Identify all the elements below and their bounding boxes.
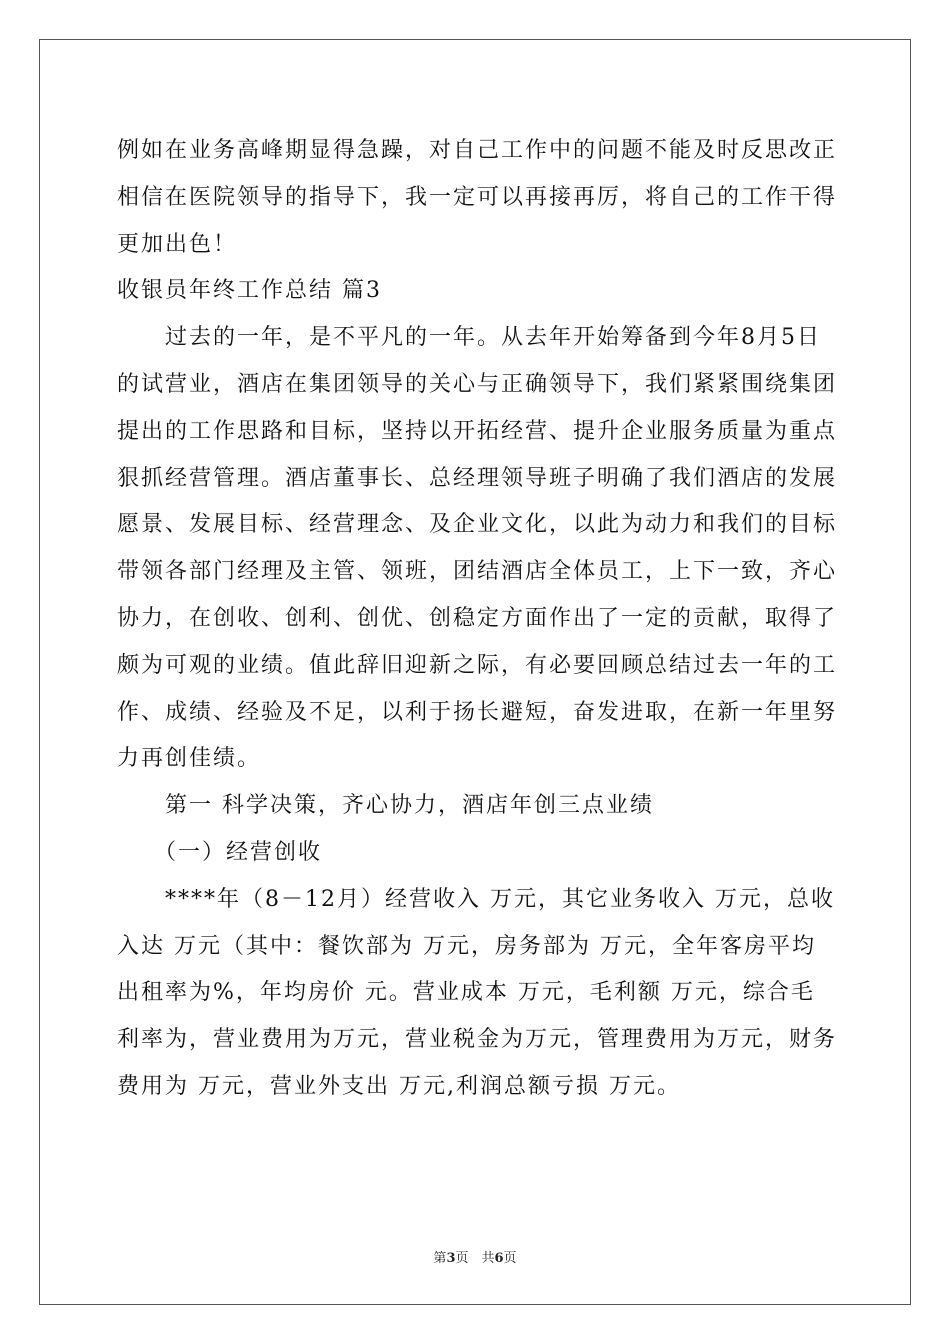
text-line: ****年（8－12月）经营收入 万元，其它业务收入 万元，总收 [117, 886, 835, 912]
current-page-number: 3 [446, 1251, 456, 1266]
text-line: 协力，在创收、创利、创优、创稳定方面作出了一定的贡献，取得了 [117, 605, 838, 631]
document-body [117, 128, 837, 1111]
text-line: 的试营业，酒店在集团领导的关心与正确领导下，我们紧紧围绕集团 [117, 371, 838, 397]
footer-prefix: 第 [433, 1251, 447, 1266]
text-line: 利率为，营业费用为万元，营业税金为万元，管理费用为万元，财务 [117, 1027, 838, 1053]
text-line: 费用为 万元，营业外支出 万元,利润总额亏损 万元。 [117, 1073, 681, 1099]
page-footer [0, 1247, 950, 1266]
text-line: 过去的一年，是不平凡的一年。从去年开始筹备到今年8月5日 [117, 325, 821, 351]
text-line: 作、成绩、经验及不足，以利于扬长避短，奋发进取，在新一年里努 [117, 699, 838, 725]
text-line: 力再创佳绩。 [117, 746, 262, 772]
footer-suffix: 页 [503, 1251, 517, 1266]
subsection-heading: 第一 科学决策，齐心协力，酒店年创三点业绩 [117, 793, 654, 819]
footer-mid: 页 共 [455, 1251, 495, 1266]
subsection-heading: （一）经营创收 [117, 839, 323, 865]
text-line: 狠抓经营管理。酒店董事长、总经理领导班子明确了我们酒店的发展 [117, 465, 838, 491]
text-line: 出租率为%，年均房价 元。营业成本 万元，毛利额 万元，综合毛 [117, 980, 815, 1006]
text-line: 带领各部门经理及主管、领班，团结酒店全体员工，上下一致，齐心 [117, 559, 838, 585]
section-heading: 收银员年终工作总结 篇3 [117, 278, 382, 304]
total-page-count: 6 [494, 1251, 504, 1266]
text-line: 愿景、发展目标、经营理念、及企业文化，以此为动力和我们的目标 [117, 512, 838, 538]
text-line: 颇为可观的业绩。值此辞旧迎新之际，有必要回顾总结过去一年的工 [117, 652, 838, 678]
text-line: 入达 万元（其中：餐饮部为 万元，房务部为 万元，全年客房平均 [117, 933, 816, 959]
text-line: 更加出色！ [117, 231, 238, 257]
text-line: 提出的工作思路和目标，坚持以开拓经营、提升企业服务质量为重点 [117, 418, 838, 444]
text-line: 例如在业务高峰期显得急躁，对自己工作中的问题不能及时反思改正 [117, 138, 838, 163]
text-line: 相信在医院领导的指导下，我一定可以再接再厉，将自己的工作干得 [117, 184, 838, 210]
